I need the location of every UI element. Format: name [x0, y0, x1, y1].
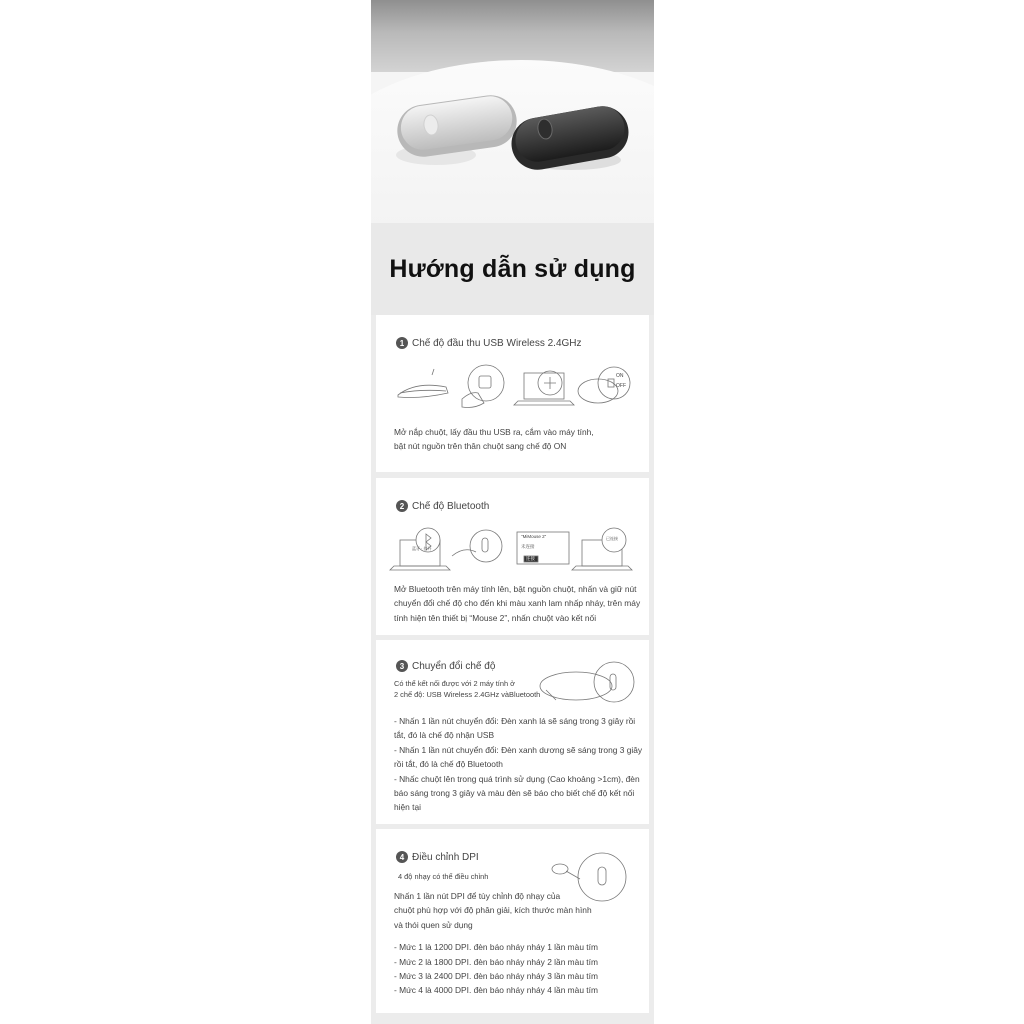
section-title: Chế độ đầu thu USB Wireless 2.4GHz — [412, 337, 582, 349]
dpi-level-line: - Mức 2 là 1800 DPI. đèn báo nháy nháy 2 lần màu tím — [394, 956, 598, 967]
usb-steps-illustration — [376, 363, 649, 413]
section-bluetooth-mode — [376, 478, 649, 635]
product-description-strip — [371, 0, 654, 1024]
section-title: Điều chỉnh DPI — [412, 851, 479, 863]
connect-button-label: 连接 — [526, 556, 535, 561]
body-line: Nhấn 1 lần nút DPI để tùy chỉnh độ nhạy của — [394, 891, 561, 901]
body-line: tính hiện tên thiết bị “Mouse 2”, nhấn chuột vào kết nối — [394, 612, 597, 623]
body-line: - Nhấn 1 lần nút chuyển đổi: Đèn xanh dương sẽ sáng trong 3 giây — [394, 744, 643, 755]
section-switch-mode — [376, 640, 649, 824]
section-title: Chuyển đổi chế độ — [412, 660, 496, 672]
off-label: OFF — [616, 383, 626, 389]
section-usb-mode — [376, 315, 649, 472]
body-line: chuyển đổi chế độ cho đến khi màu xanh lam nhấp nháy, trên máy — [394, 598, 641, 609]
body-line: - Nhấc chuột lên trong quá trình sử dụng (Cao khoảng >1cm), đèn — [394, 773, 640, 784]
number-badge: 3 — [396, 660, 408, 672]
hero-product-photo — [371, 0, 654, 223]
section-title: Chế độ Bluetooth — [412, 500, 490, 512]
intro-line: Có thể kết nối được với 2 máy tính ở — [394, 679, 515, 688]
connected-label: 已连接 — [606, 536, 618, 541]
page-title: Hướng dẫn sử dụng — [389, 254, 636, 283]
section-heading — [396, 660, 495, 672]
section-intro — [394, 678, 540, 700]
device-name-label: "MiMouse 2" — [521, 534, 547, 539]
switch-mode-illustration — [536, 660, 646, 710]
body-line: rồi tắt, đó là chế độ Bluetooth — [394, 759, 503, 770]
section-body — [394, 425, 594, 454]
body-line: bật nút nguồn trên thân chuột sang chế độ ON — [394, 441, 567, 452]
title-band — [371, 223, 654, 315]
silver-mouse — [394, 92, 520, 165]
intro-line: 2 chế độ: USB Wireless 2.4GHz vàBluetooth — [394, 690, 541, 699]
body-line: và thói quen sử dụng — [394, 919, 473, 930]
dpi-level-line: - Mức 3 là 2400 DPI. đèn báo nháy nháy 3 lần màu tím — [394, 971, 598, 982]
dpi-level-line: - Mức 4 là 4000 DPI. đèn báo nháy nháy 4 lần màu tím — [394, 985, 598, 996]
section-body — [394, 582, 640, 625]
bluetooth-steps-illustration — [376, 526, 649, 572]
body-line: - Nhấn 1 lần nút chuyển đổi: Đèn xanh lá sẽ sáng trong 3 giây rồi — [394, 716, 636, 726]
bluetooth-on-label: 蓝牙 · 打开 — [412, 546, 432, 551]
section-body — [394, 889, 598, 998]
section-heading — [396, 337, 582, 349]
section-subtitle: 4 độ nhạy có thể điều chỉnh — [398, 872, 489, 881]
section-body — [394, 714, 642, 815]
on-label: ON — [616, 373, 624, 379]
body-line: báo sáng trong 3 giây và màu đèn sẽ báo cho biết chế độ kết nối — [394, 788, 635, 799]
unconnected-label: 未连接 — [521, 544, 535, 549]
dpi-level-line: - Mức 1 là 1200 DPI. đèn báo nháy nháy 1 lần màu tím — [394, 942, 598, 953]
body-line: chuột phù hợp với độ phân giải, kích thước màn hình — [394, 905, 592, 916]
section-dpi — [376, 829, 649, 1013]
body-line: tắt, đó là chế độ nhận USB — [394, 730, 495, 741]
number-badge: 2 — [396, 500, 408, 512]
body-line: Mở nắp chuột, lấy đầu thu USB ra, cắm vào máy tính, — [394, 427, 594, 437]
section-heading — [396, 851, 479, 863]
black-mouse — [507, 102, 632, 174]
section-heading — [396, 500, 489, 512]
number-badge: 4 — [396, 851, 408, 863]
body-line: Mở Bluetooth trên máy tính lên, bật nguồn chuột, nhấn và giữ nút — [394, 584, 637, 594]
number-badge: 1 — [396, 337, 408, 349]
body-line: hiện tại — [394, 802, 422, 813]
